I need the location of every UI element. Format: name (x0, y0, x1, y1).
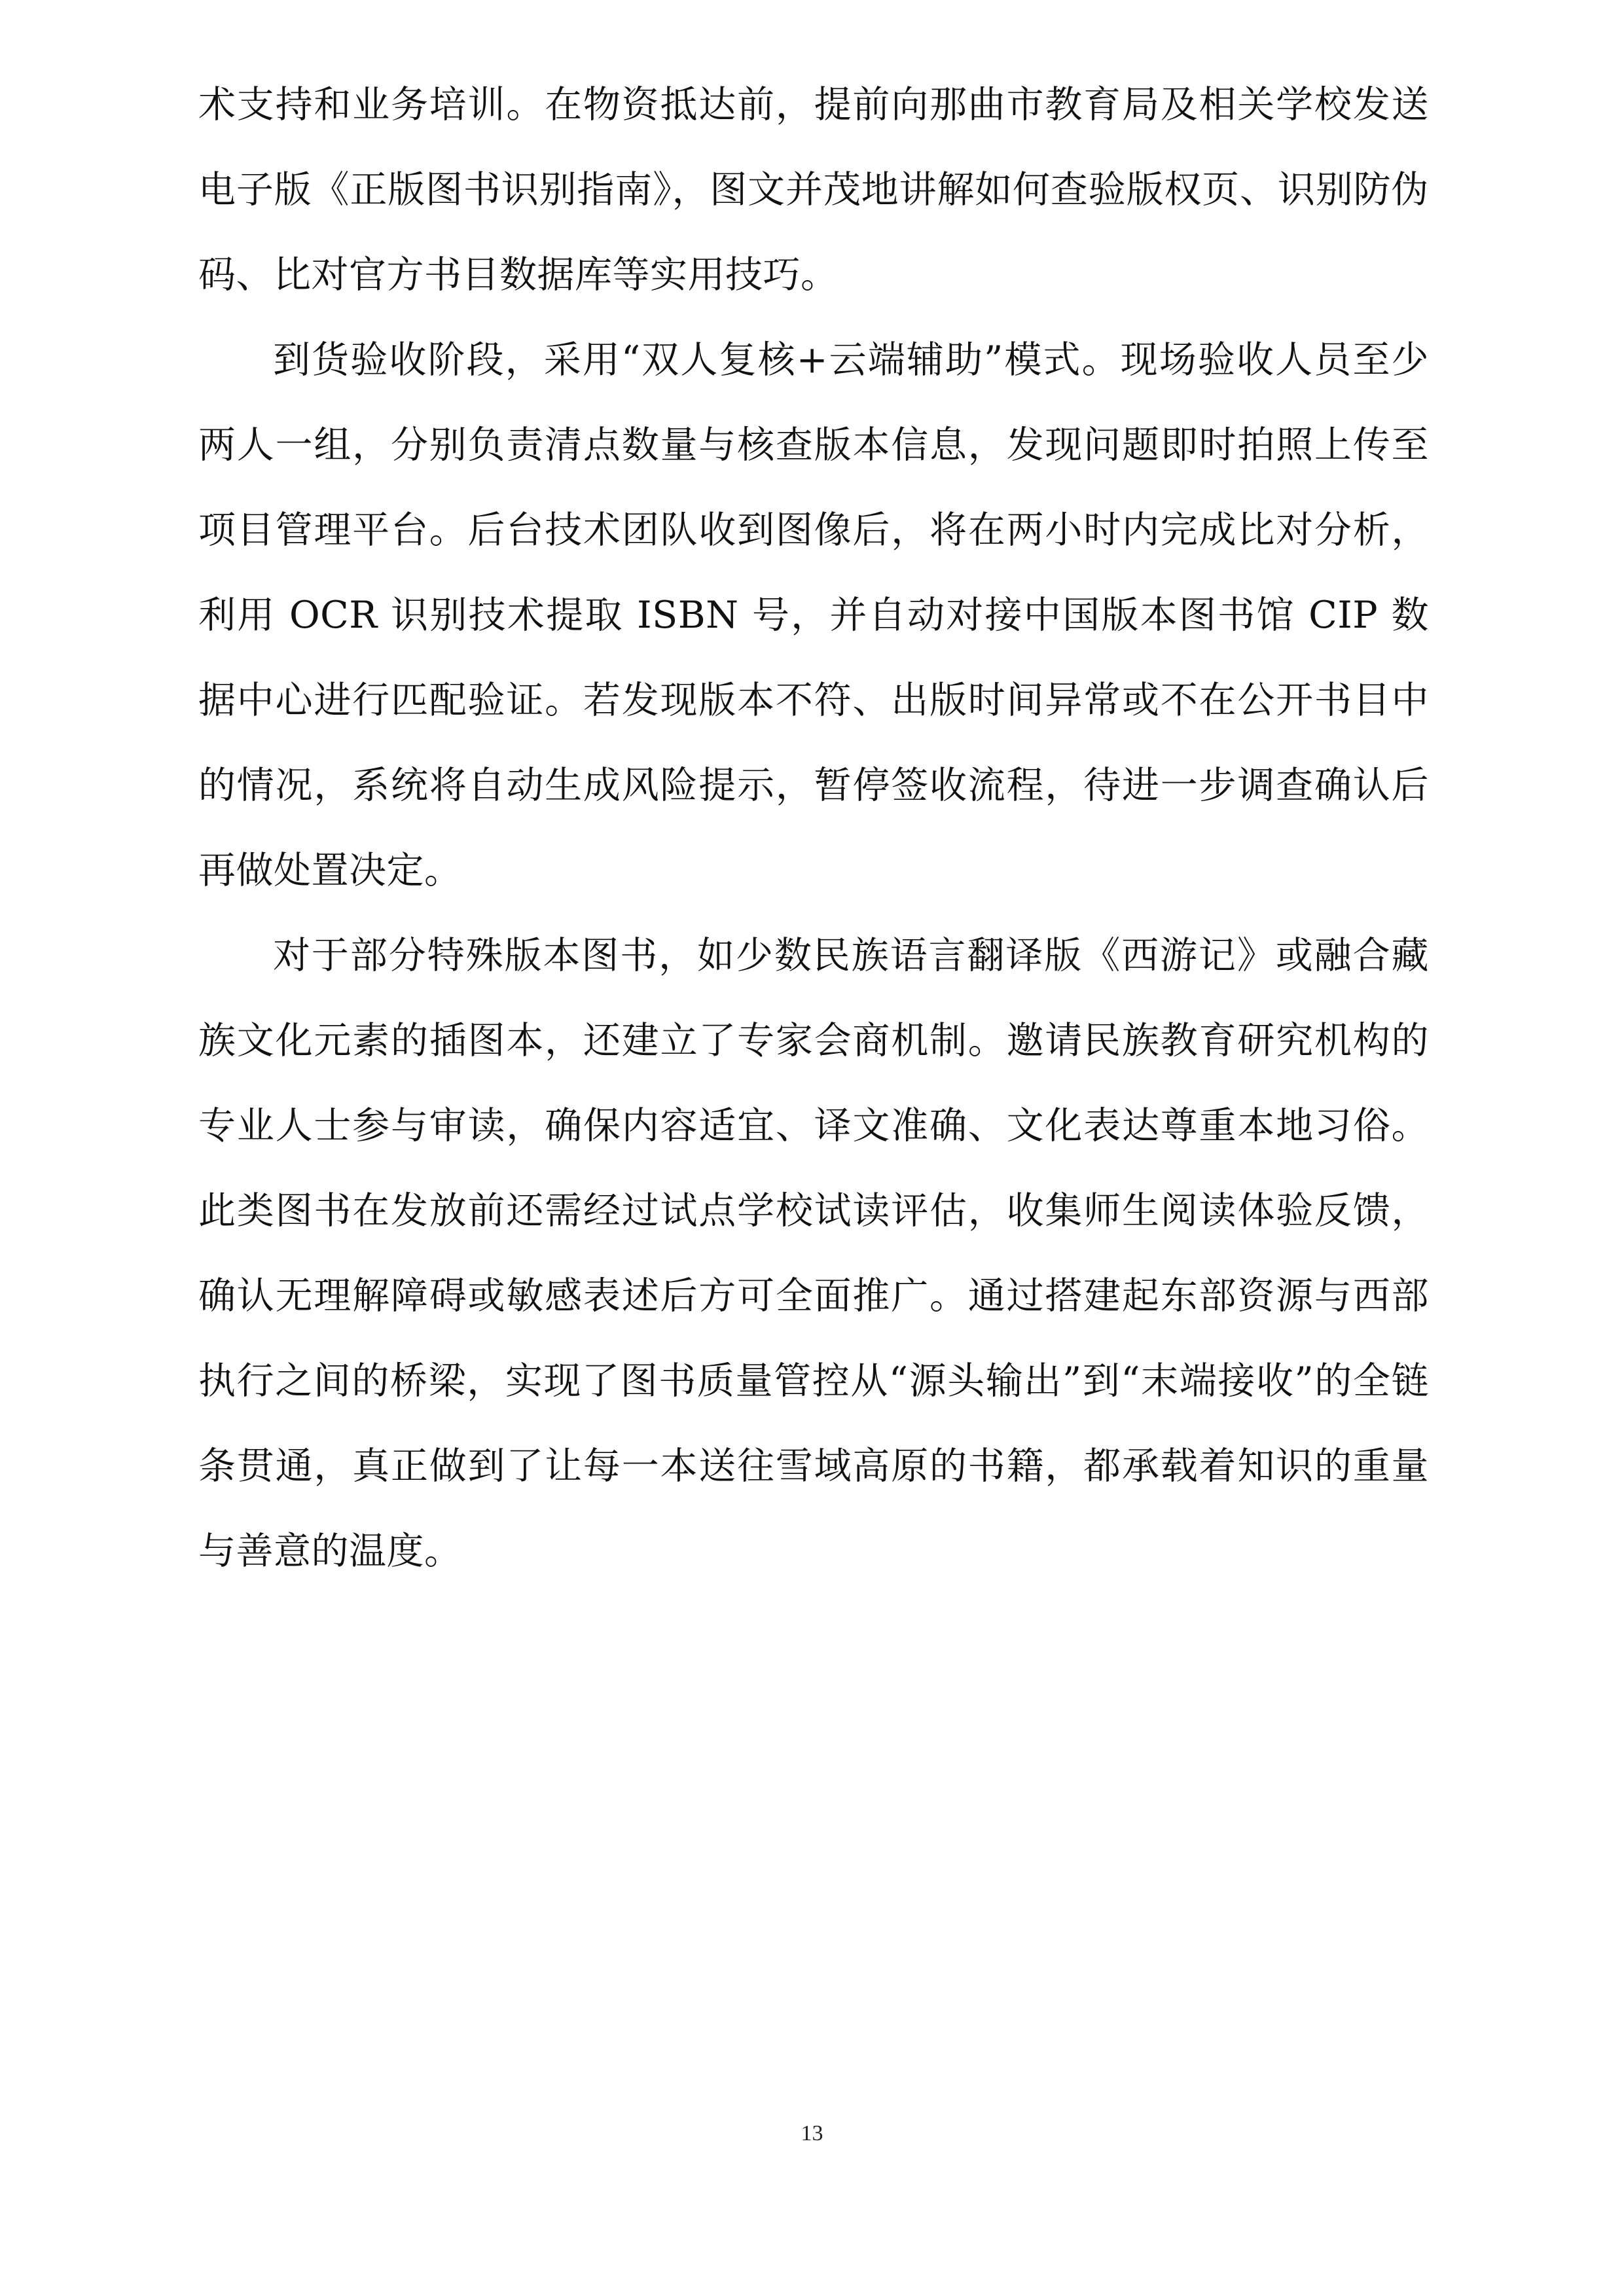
paragraph-2: 到货验收阶段，采用“双人复核+云端辅助”模式。现场验收人员至少两人一组，分别负责清点数量与核查版本信息，发现问题即时拍照上传至项目管理平台。后台技术团队收到图像后，将在两小时内完成比对分析，利用 OCR 识别技术提取 ISBN 号，并自动对接中国版本图书馆 CIP 数据中心进行匹配验证。若发现版本不符、出版时间异常或不在公开书目中的情况，系统将自动生成风险提示，暂停签收流程，待进一步调查确认后再做处置决定。 (198, 338, 1429, 892)
paragraph-1: 术支持和业务培训。在物资抵达前，提前向那曲市教育局及相关学校发送电子版《正版图书识别指南》，图文并茂地讲解如何查验版权页、识别防伪码、比对官方书目数据库等实用技巧。 (198, 83, 1429, 296)
paragraph-3: 对于部分特殊版本图书，如少数民族语言翻译版《西游记》或融合藏族文化元素的插图本，还建立了专家会商机制。邀请民族教育研究机构的专业人士参与审读，确保内容适宜、译文准确、文化表达尊重本地习俗。此类图书在发放前还需经过试点学校试读评估，收集师生阅读体验反馈，确认无理解障碍或敏感表述后方可全面推广。通过搭建起东部资源与西部执行之间的桥梁，实现了图书质量管控从“源头输出”到“末端接收”的全链条贯通，真正做到了让每一本送往雪域高原的书籍，都承载着知识的重量与善意的温度。 (198, 934, 1429, 1573)
body-text (198, 62, 1429, 1594)
page-number: 13 (801, 2121, 823, 2145)
